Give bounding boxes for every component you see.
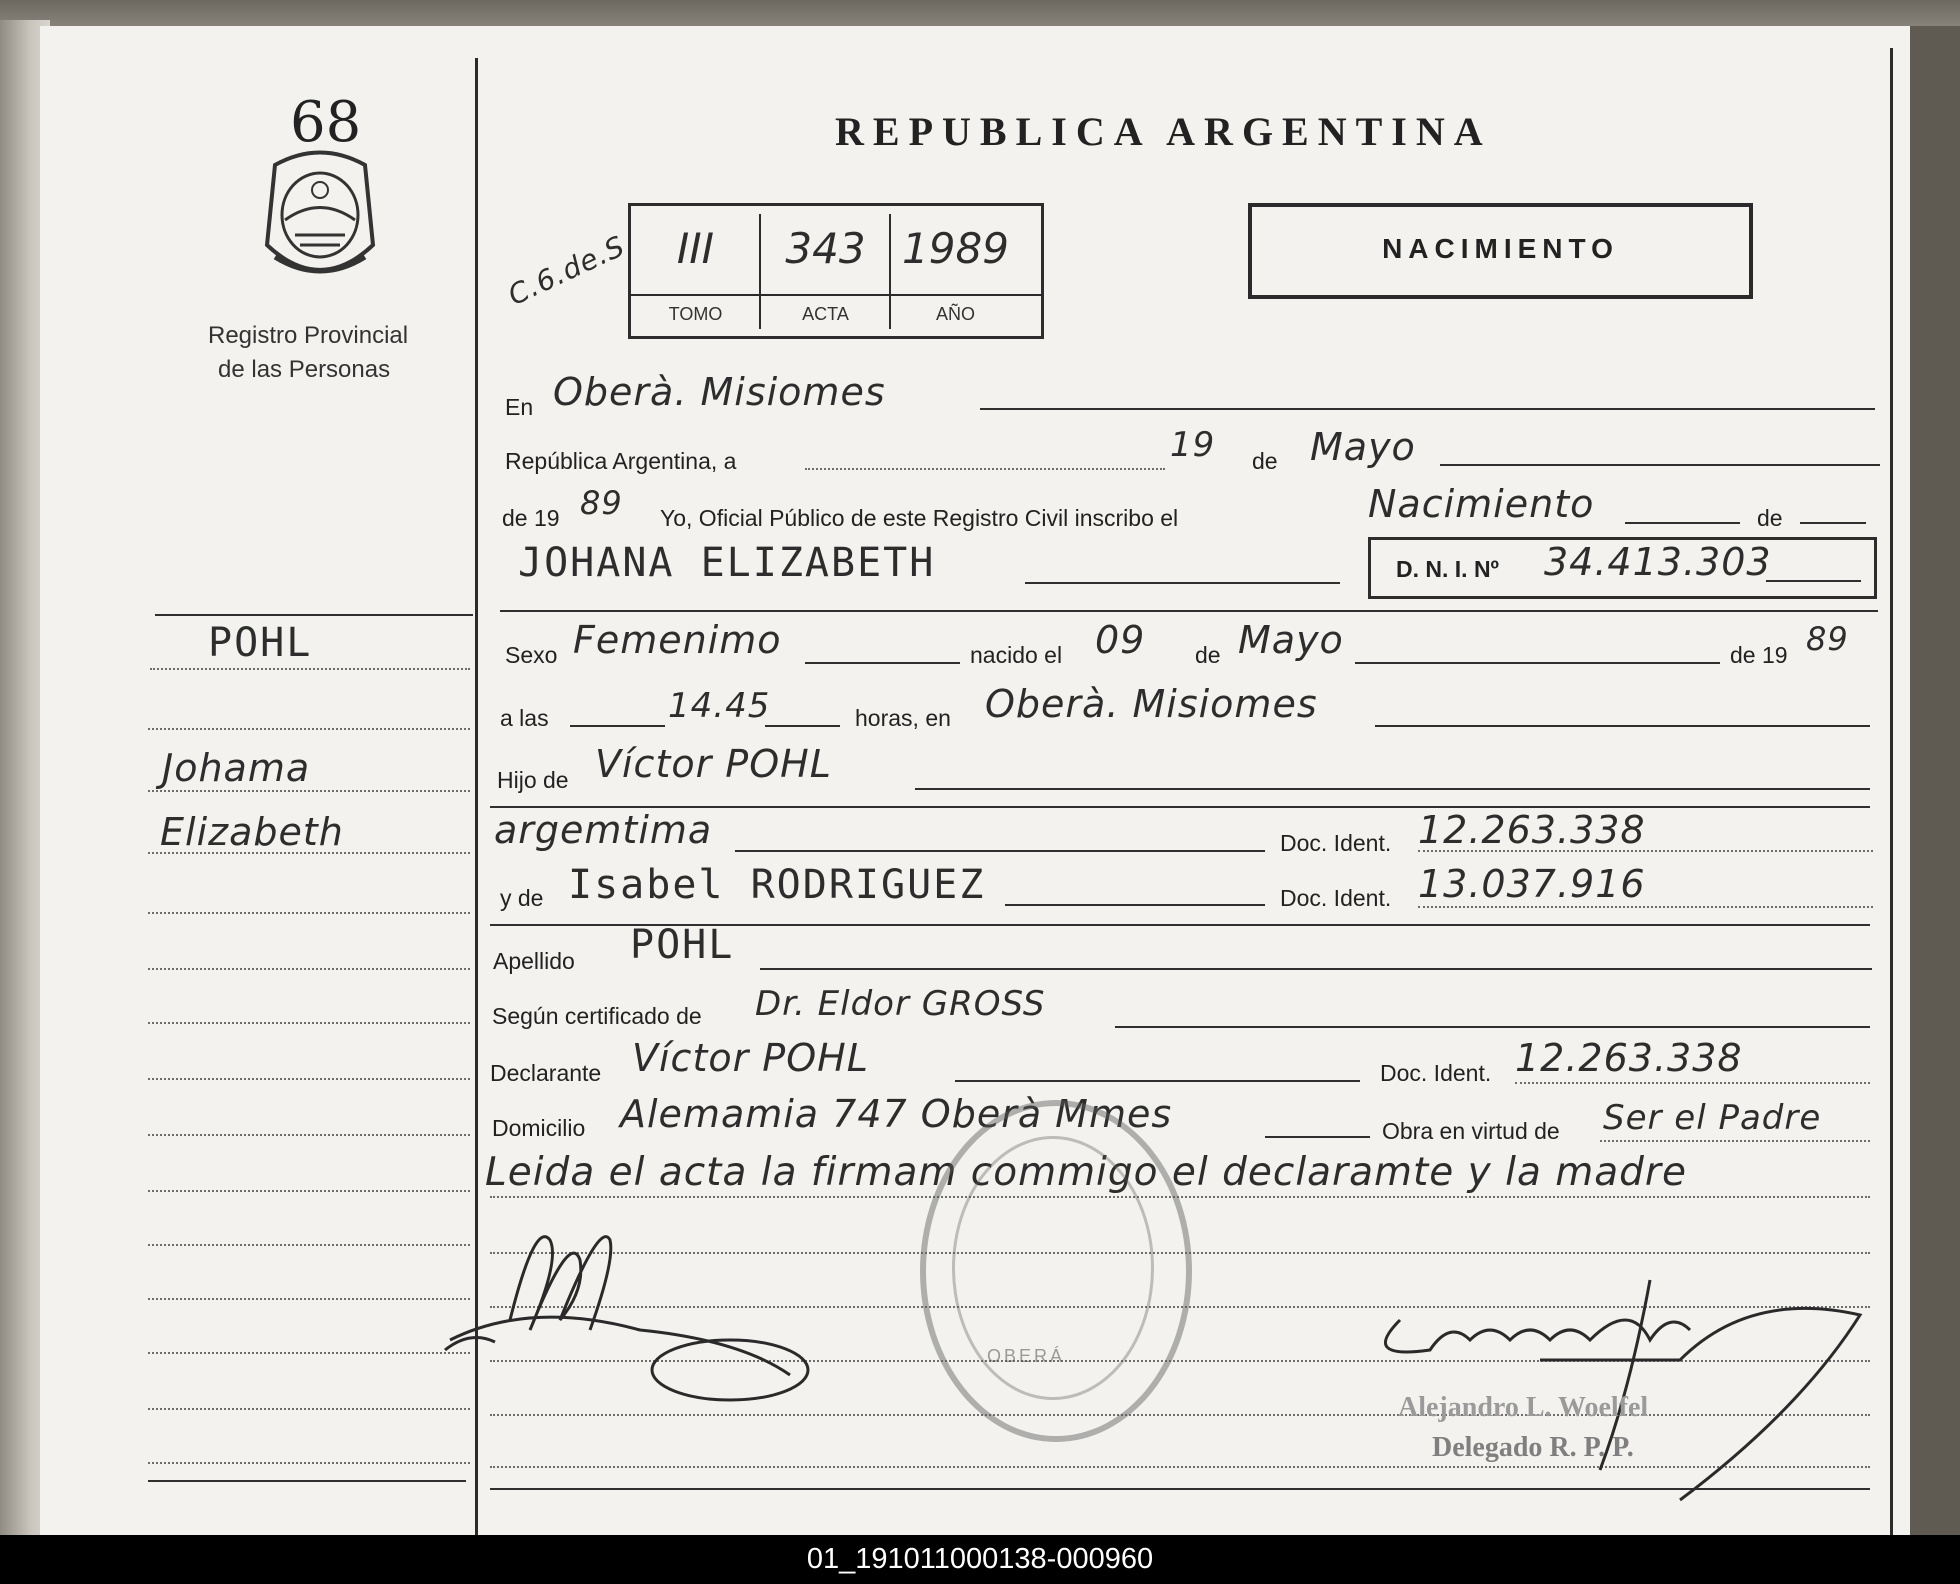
event-line bbox=[1625, 522, 1740, 524]
registry-stamp bbox=[920, 1100, 1192, 1442]
dni-value: 34.413.303 bbox=[1544, 540, 1772, 584]
margin-line bbox=[148, 790, 470, 792]
tomo-value: III bbox=[676, 224, 715, 273]
domicilio-label: Domicilio bbox=[492, 1115, 586, 1141]
margin-line bbox=[148, 912, 470, 914]
event-value: Nacimiento bbox=[1368, 482, 1595, 526]
hour-line-left bbox=[570, 725, 665, 727]
image-caption-bar bbox=[0, 1535, 1960, 1584]
margin-line bbox=[148, 1298, 470, 1300]
margin-line bbox=[148, 1022, 470, 1024]
doc-label-1: Doc. Ident. bbox=[1280, 830, 1392, 856]
dni-box bbox=[1368, 537, 1877, 599]
place-line bbox=[980, 408, 1875, 410]
declarante-value: Víctor POHL bbox=[632, 1036, 869, 1080]
official-name-stamp: Alejandro L. Woelfel bbox=[1398, 1392, 1649, 1423]
birth-day-value: 09 bbox=[1095, 618, 1146, 662]
hijo-label: Hijo de bbox=[497, 767, 569, 793]
margin-given-name-2: Elizabeth bbox=[160, 810, 344, 854]
day-value: 19 bbox=[1170, 425, 1216, 465]
birth-year-suffix: 89 bbox=[1806, 620, 1849, 658]
birth-month-line bbox=[1355, 662, 1720, 664]
registry-title-line2: de las Personas bbox=[218, 356, 391, 383]
full-name-value: JOHANA ELIZABETH bbox=[518, 540, 936, 586]
declarant-signature-icon bbox=[440, 1200, 810, 1420]
margin-line bbox=[150, 668, 470, 670]
margin-annotation: C.6.de.S bbox=[503, 229, 631, 312]
margin-rule-top bbox=[155, 614, 473, 616]
margin-line bbox=[148, 1078, 470, 1080]
margin-rule-bottom bbox=[148, 1480, 466, 1482]
sexo-line bbox=[805, 662, 960, 664]
mother-doc-line bbox=[1418, 906, 1873, 908]
father-line bbox=[915, 788, 1870, 790]
apellido-line bbox=[760, 968, 1872, 970]
margin-line bbox=[148, 1408, 470, 1410]
month-value: Mayo bbox=[1310, 425, 1416, 469]
record-type-label: NACIMIENTO bbox=[1382, 233, 1619, 264]
official-signature-icon bbox=[1370, 1270, 1870, 1510]
de-label-3: de bbox=[1195, 642, 1221, 668]
declarante-line bbox=[955, 1080, 1360, 1082]
de-year-label-2: de 19 bbox=[1730, 642, 1788, 668]
margin-given-name-1: Johama bbox=[162, 746, 311, 790]
nacido-label: nacido el bbox=[970, 642, 1063, 668]
month-line bbox=[1440, 464, 1880, 466]
de-label: de bbox=[1252, 448, 1278, 474]
acta-label: ACTA bbox=[802, 304, 849, 324]
ano-label: AÑO bbox=[935, 304, 975, 324]
mother-line bbox=[1005, 904, 1265, 906]
obra-line bbox=[1600, 1140, 1870, 1142]
doc-label-2: Doc. Ident. bbox=[1280, 885, 1392, 911]
certificado-line bbox=[1115, 1026, 1870, 1028]
right-border bbox=[1890, 48, 1893, 1535]
certificado-value: Dr. Eldor GROSS bbox=[755, 984, 1046, 1024]
country-title: REPUBLICA ARGENTINA bbox=[835, 109, 1492, 154]
reference-box bbox=[628, 203, 1044, 339]
image-id-label: 01_191011000138-000960 bbox=[806, 1543, 1154, 1575]
oficial-text: Yo, Oficial Público de este Registro Civil inscribo el bbox=[660, 505, 1179, 531]
declarante-doc-value: 12.263.338 bbox=[1515, 1036, 1743, 1080]
en-label: En bbox=[505, 394, 534, 420]
a-las-label: a las bbox=[500, 705, 549, 731]
margin-line bbox=[148, 1244, 470, 1246]
reference-box-caption-rule bbox=[631, 294, 1041, 296]
birth-place-line bbox=[1375, 725, 1870, 727]
obra-label: Obra en virtud de bbox=[1382, 1118, 1560, 1144]
event-end-line bbox=[1800, 522, 1866, 524]
full-name-line bbox=[1025, 582, 1340, 584]
apellido-label: Apellido bbox=[493, 948, 575, 974]
closing-line bbox=[490, 1196, 1870, 1198]
year-suffix: 89 bbox=[580, 484, 623, 522]
apellido-value: POHL bbox=[630, 922, 735, 968]
book-edge-right bbox=[1905, 26, 1960, 1535]
record-type-box bbox=[1248, 203, 1753, 299]
place-value: Oberà. Misiomes bbox=[553, 370, 886, 414]
margin-line bbox=[148, 968, 470, 970]
domicilio-value: Alemamia 747 Oberà Mmes bbox=[620, 1092, 1173, 1136]
de-label-2: de bbox=[1757, 505, 1783, 531]
obra-value: Ser el Padre bbox=[1603, 1098, 1822, 1138]
section-rule bbox=[500, 610, 1878, 612]
declarante-doc-line bbox=[1515, 1082, 1870, 1084]
margin-line bbox=[148, 1190, 470, 1192]
yde-label: y de bbox=[500, 885, 544, 911]
birth-month-value: Mayo bbox=[1238, 618, 1344, 662]
domicilio-line bbox=[1265, 1136, 1370, 1138]
mother-value: Isabel RODRIGUEZ bbox=[568, 862, 986, 908]
margin-line bbox=[148, 728, 470, 730]
registry-title-line1: Registro Provincial bbox=[208, 322, 409, 349]
certificado-label: Según certificado de bbox=[492, 1003, 702, 1029]
margin-surname: POHL bbox=[208, 620, 313, 666]
closing-note: Leida el acta la firmam commigo el declaramte y la madre bbox=[485, 1150, 1687, 1195]
ano-value: 1989 bbox=[902, 224, 1009, 273]
stamp-text: OBERÁ bbox=[986, 1346, 1066, 1366]
acta-value: 343 bbox=[785, 224, 866, 273]
birth-place-value: Oberà. Misiomes bbox=[985, 682, 1318, 726]
hour-line-right bbox=[765, 725, 840, 727]
father-doc-line bbox=[1418, 850, 1873, 852]
declarante-label: Declarante bbox=[490, 1060, 602, 1086]
father-nationality-value: argemtima bbox=[494, 808, 713, 852]
tomo-label: TOMO bbox=[668, 304, 723, 324]
dni-line bbox=[1766, 580, 1861, 582]
folio-number: 68 bbox=[290, 90, 362, 155]
official-role-stamp: Delegado R. P. P. bbox=[1432, 1432, 1634, 1463]
father-doc-value: 12.263.338 bbox=[1418, 808, 1646, 852]
sexo-label: Sexo bbox=[505, 642, 558, 668]
doc-label-3: Doc. Ident. bbox=[1380, 1060, 1492, 1086]
de-year-label: de 19 bbox=[502, 505, 560, 531]
father-value: Víctor POHL bbox=[595, 742, 832, 786]
horas-label: horas, en bbox=[855, 705, 951, 731]
margin-line bbox=[148, 1134, 470, 1136]
republica-label: República Argentina, a bbox=[505, 448, 737, 474]
nationality-line bbox=[735, 850, 1265, 852]
dni-label: D. N. I. Nº bbox=[1396, 556, 1499, 582]
sexo-value: Femenimo bbox=[573, 618, 782, 662]
margin-line bbox=[148, 1462, 470, 1464]
coat-of-arms-icon bbox=[255, 145, 385, 295]
margin-line bbox=[148, 1352, 470, 1354]
mother-doc-value: 13.037.916 bbox=[1418, 862, 1646, 906]
day-line bbox=[805, 468, 1165, 470]
hour-value: 14.45 bbox=[668, 686, 771, 726]
